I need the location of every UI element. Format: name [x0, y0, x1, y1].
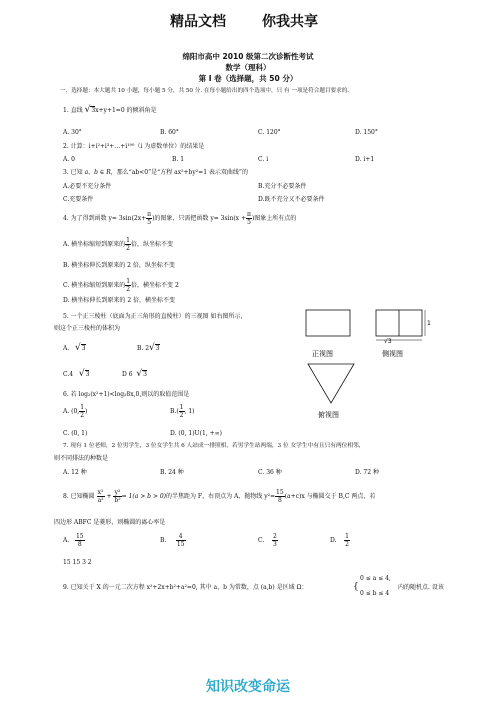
q5-stem-line1: 5. 一个正三棱柱（底面为正三角形的直棱柱）的三视图 如右图所示，	[63, 313, 247, 320]
q9-brace: {	[353, 582, 359, 592]
q4-option-a: A. 横坐标缩短到原来的 $\frac{1}{2}$ 倍，纵坐标不变	[63, 237, 173, 252]
q9-stem-end: 内的随机点. 设该	[398, 584, 444, 591]
q4-option-b: B. 横坐标伸长到原来的 2 倍，纵坐标不变	[63, 262, 175, 269]
dim-label-height: 1	[427, 320, 431, 327]
q7-option-d: D. 72 种	[355, 469, 379, 476]
q1-option-d: D. 150°	[355, 129, 378, 136]
q2-option-d: D. i+1	[355, 156, 375, 163]
q4-option-d: D. 横坐标伸长到原来的 2 倍，横坐标不变	[63, 297, 176, 304]
section-heading: 第 I 卷（选择题，共 50 分）	[198, 74, 298, 83]
q2-option-c: C. i	[258, 156, 269, 163]
side-view-label: 侧视图	[382, 350, 403, 358]
dim-label-width: √3	[384, 338, 392, 345]
q8-option-d: D. $\frac{1}{2}$	[330, 533, 349, 548]
front-view-label: 正视图	[312, 350, 333, 358]
q9-constraint-2: 0 ≤ b ≤ 4	[360, 590, 390, 597]
top-view-label: 俯视图	[318, 411, 339, 419]
three-view-figure	[298, 306, 438, 424]
q8-stem: 8. 已知椭圆 $\frac{\text{x²}}{\text{a²}}$ + $\frac{\text{y²}}{\text{b²}}$ = 1(a > b > 0)的半焦距为 F，右顶点为 A，抛物线 y²= $\frac{15}{8}$ (a+c)x 与椭圆交于 B,C 两点，若	[63, 489, 376, 504]
q3-option-d: D.既不充分又不必要条件	[258, 196, 325, 203]
q7-stem-line1: 7. 现有 1 位老师，2 位男学生，3 位女学生共 6 人站成一排照相，若男学生站两端，3 位 女学生中有且只有两位相邻，	[63, 443, 365, 449]
q8-option-b: B. $\frac{4}{15}$	[160, 533, 185, 548]
banner-left: 精品文档	[170, 14, 226, 30]
banner-right: 你我共享	[262, 14, 318, 30]
q9-stem: 9. 已知关于 X 的一元二次方程 x²+2x+b²+a²=0, 其中 a、b 为常数，点 (a,b) 是区域 Ω：	[63, 584, 308, 591]
q7-stem-line2: 则不同排法的种数是	[54, 455, 109, 462]
q6-option-b: B.( $\frac{1}{2}$ , 1)	[170, 404, 195, 419]
q7-option-b: B. 24 种	[160, 469, 184, 476]
q5-option-d: D 6 √3	[122, 369, 147, 379]
q2-option-a: A. 0	[63, 156, 75, 163]
page-banner	[0, 0, 496, 42]
top-view-triangle	[308, 364, 354, 403]
exam-subject: 数学（理科）	[225, 63, 271, 72]
q1-option-b: B. 60°	[160, 129, 179, 136]
q1-option-a: A. 30°	[63, 129, 82, 136]
q5-stem-line2: 则这个正三棱柱的体积为	[54, 325, 121, 332]
q8-stem-line2: 四边形 ABFC 是菱形，则椭圆的离心率是	[54, 519, 166, 526]
q5-option-c: C.4 √3	[63, 369, 90, 379]
instructions: 一、选择题：本大题共 10 小题，每小题 5 分，共 50 分. 在每小题给出的四个选项中，只 有 一项是符合题目要求的.	[60, 88, 350, 94]
q8-option-a: A. $\frac{15}{8}$	[63, 533, 84, 548]
q6-stem: 6. 若 log₂(x²+1)<log₂8x,0,则以的取值范围是	[63, 391, 190, 398]
q3-stem: 3. 已知 a、b ∈ R，那么“ab<0”是“方程 ax²+by²=1 表示双曲线”的	[63, 169, 248, 176]
q4-option-c: C. 横坐标缩短到原来的 $\frac{1}{2}$ 倍，横坐标不变 2	[63, 278, 179, 293]
q8-option-c: C. $\frac{2}{3}$	[258, 533, 277, 548]
q2-option-b: B. 1	[172, 156, 185, 163]
q3-option-c: C.充要条件	[63, 196, 94, 203]
q1-stem: 1. 直线 √3x+y+1=0 的倾斜角是	[63, 105, 157, 115]
footer-slogan: 知识改变命运	[206, 679, 290, 695]
q7-option-c: C. 36 种	[258, 469, 282, 476]
q6-option-c: C. (0, 1)	[63, 430, 88, 437]
q6-option-d: D. (0, 1)U(1, +∞)	[170, 430, 222, 437]
q8-stray-line: 15 15 3 2	[63, 559, 92, 566]
q1-option-c: C. 120°	[258, 129, 281, 136]
q9-constraint-1: 0 ≤ a ≤ 4,	[360, 575, 391, 582]
q5-option-b: B. 2√3	[137, 343, 160, 353]
q5-option-a: A. √3	[63, 343, 86, 353]
q3-option-a: A.必要不充分条件	[63, 183, 112, 190]
exam-title: 绵阳市高中 2010 级第二次诊断性考试	[182, 52, 314, 61]
q3-option-b: B.充分不必要条件	[258, 183, 307, 190]
front-view-rect	[306, 310, 350, 336]
q4-stem: 4. 为了得到函数 y= 3sin(2x+ $\frac{\pi}{5}$ )的图象，只需把函数 y= 3sin(x + $\frac{\pi}{5}$ )图象上所有点的	[63, 211, 297, 226]
q6-option-a: A. (0, $\frac{1}{2}$ )	[63, 404, 88, 419]
q7-option-a: A. 12 种	[63, 469, 87, 476]
q2-stem: 2. 计算：i+i²+i³+…+i¹⁰⁰（i 为虚数单位）的结果是	[63, 143, 205, 150]
